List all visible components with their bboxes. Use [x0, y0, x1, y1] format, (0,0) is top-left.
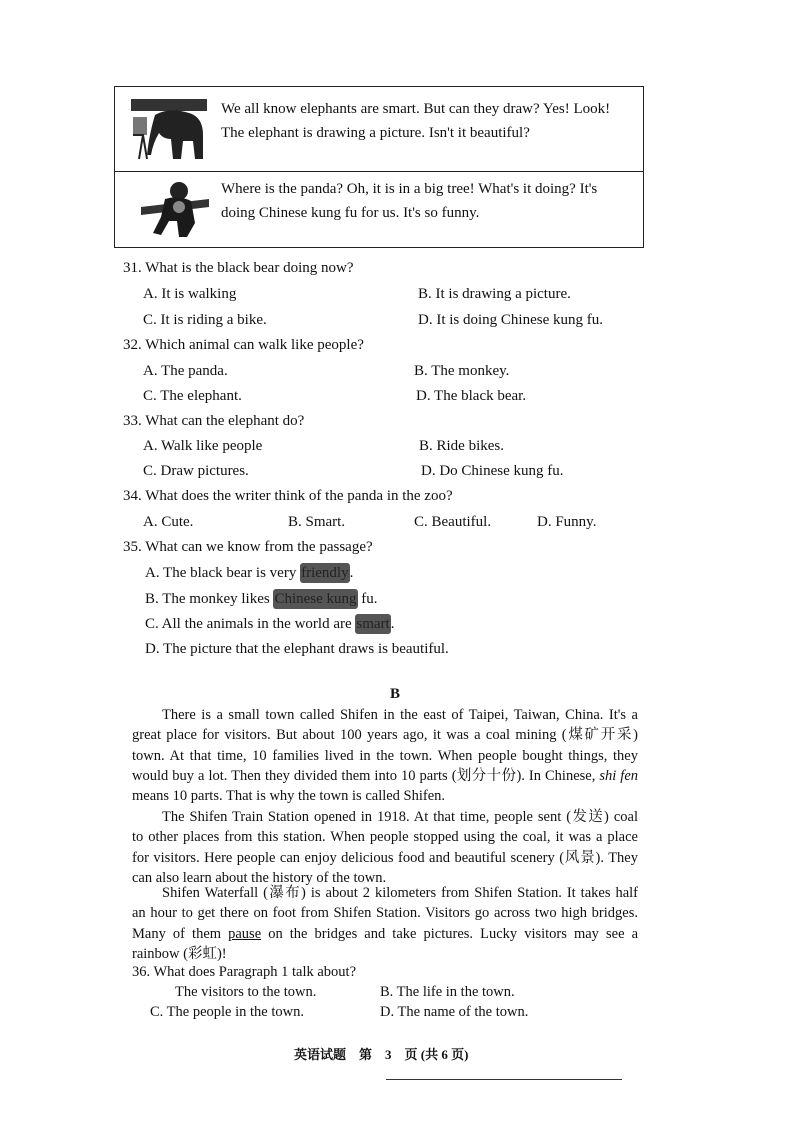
q35-option-c-post: .: [390, 616, 395, 632]
p2-line-2: to other places from this station. When people stopped using the coal, it was a place: [132, 829, 638, 846]
p1-line-1: There is a small town called Shifen in the east of Taipei, Taiwan, China. It's a: [162, 707, 638, 723]
q34-option-d: D. Funny.: [537, 514, 597, 530]
p3-line-2: an hour to get there on foot from Shifen Station. Visitors go across two high bridges.: [132, 905, 638, 922]
panda-text-line-1: Where is the panda? Oh, it is in a big tree! What's it doing? It's: [221, 181, 598, 197]
paragraph-3: [132, 883, 638, 964]
paragraph-1: [132, 705, 638, 806]
page-footer: 英语试题 第 3 页 (共 6 页): [294, 1047, 469, 1062]
q33-option-b: B. Ride bikes.: [419, 438, 504, 454]
elephant-text-line-1: We all know elephants are smart. But can they draw? Yes! Look!: [221, 101, 611, 117]
q36-option-a: The visitors to the town.: [175, 984, 317, 1000]
q33-option-d: D. Do Chinese kung fu.: [421, 463, 564, 479]
paragraph-2: [132, 807, 638, 888]
elephant-row: [115, 87, 643, 172]
q31-option-d: D. It is doing Chinese kung fu.: [418, 312, 603, 328]
p2-line-4: can also learn about the history of the town.: [132, 869, 387, 886]
q35-option-b-pre: B. The monkey likes: [145, 591, 274, 607]
question-33-stem: 33. What can the elephant do?: [123, 413, 305, 429]
p3-line-3: [132, 924, 638, 944]
passage-a-box: [114, 86, 644, 248]
q35-option-b: [145, 589, 378, 609]
q32-option-c: C. The elephant.: [143, 388, 242, 404]
q31-option-b: B. It is drawing a picture.: [418, 286, 571, 302]
q34-option-a: A. Cute.: [143, 514, 194, 530]
q31-option-a: A. It is walking: [143, 286, 237, 302]
footer-rule: [386, 1079, 622, 1080]
panda-photo: [139, 177, 211, 239]
q36-option-b: B. The life in the town.: [380, 984, 515, 1000]
q35-option-a: [145, 563, 353, 583]
panda-row: [115, 171, 643, 247]
q33-option-c: C. Draw pictures.: [143, 463, 249, 479]
p1-line-3: town. At that time, 10 families lived in the town. When people bought things, they: [132, 747, 638, 764]
q35-option-a-smudged-word: friendly: [301, 565, 349, 581]
q33-option-a: A. Walk like people: [143, 438, 263, 454]
p3-line-3-start: Many of them: [132, 925, 229, 942]
q36-option-d: D. The name of the town.: [380, 1004, 529, 1020]
q35-option-b-smudged-word: Chinese kung: [274, 591, 357, 607]
section-b-heading: B: [390, 686, 401, 702]
p3-line-4: rainbow (彩虹)!: [132, 945, 227, 962]
p2-line-3: for visitors. Here people can enjoy delicious food and beautiful scenery (风景). They: [132, 849, 638, 866]
elephant-photo: [129, 95, 209, 161]
q32-option-a: A. The panda.: [143, 363, 228, 379]
q35-option-c: [145, 614, 394, 634]
q35-option-c-smudged-word: smart: [356, 616, 390, 632]
q35-option-a-post: .: [349, 565, 354, 581]
q34-option-c: C. Beautiful.: [414, 514, 492, 530]
q35-option-b-post: fu.: [357, 591, 378, 607]
question-32-stem: 32. Which animal can walk like people?: [123, 337, 364, 353]
question-31-stem: 31. What is the black bear doing now?: [123, 260, 354, 276]
q31-option-c: C. It is riding a bike.: [143, 312, 267, 328]
q35-option-d: D. The picture that the elephant draws is beautiful.: [145, 641, 449, 657]
q35-option-c-pre: C. All the animals in the world are: [145, 616, 356, 632]
p1-italic-shi-fen: shi fen: [599, 767, 639, 784]
q34-option-b: B. Smart.: [288, 514, 346, 530]
q32-option-d: D. The black bear.: [416, 388, 527, 404]
p1-line-4-text: would buy a lot. Then they divided them into 10 parts (划分十份). In Chinese,: [132, 767, 600, 784]
elephant-text-line-2: The elephant is drawing a picture. Isn't it beautiful?: [221, 125, 530, 141]
p3-line-1: Shifen Waterfall (瀑布) is about 2 kilometers from Shifen Station. It takes half: [162, 885, 638, 901]
p3-line-3-rest: on the bridges and take pictures. Lucky visitors may see a: [261, 925, 639, 942]
p1-line-4: [132, 766, 638, 786]
question-35-stem: 35. What can we know from the passage?: [123, 539, 373, 555]
p3-underlined-pause: pause: [228, 925, 262, 942]
p1-line-5: means 10 parts. That is why the town is called Shifen.: [132, 788, 446, 805]
p1-line-2: great place for visitors. But about 100 years ago, it was a coal mining (煤矿开采): [132, 727, 638, 744]
p2-line-1: The Shifen Train Station opened in 1918. At that time, people sent (发送) coal: [162, 809, 638, 825]
q36-option-c: C. The people in the town.: [150, 1004, 304, 1020]
question-36-stem: 36. What does Paragraph 1 talk about?: [132, 964, 357, 980]
q35-option-a-pre: A. The black bear is very: [145, 565, 301, 581]
panda-text-line-2: doing Chinese kung fu for us. It's so funny.: [221, 205, 480, 221]
question-34-stem: 34. What does the writer think of the panda in the zoo?: [123, 488, 453, 504]
q32-option-b: B. The monkey.: [414, 363, 510, 379]
